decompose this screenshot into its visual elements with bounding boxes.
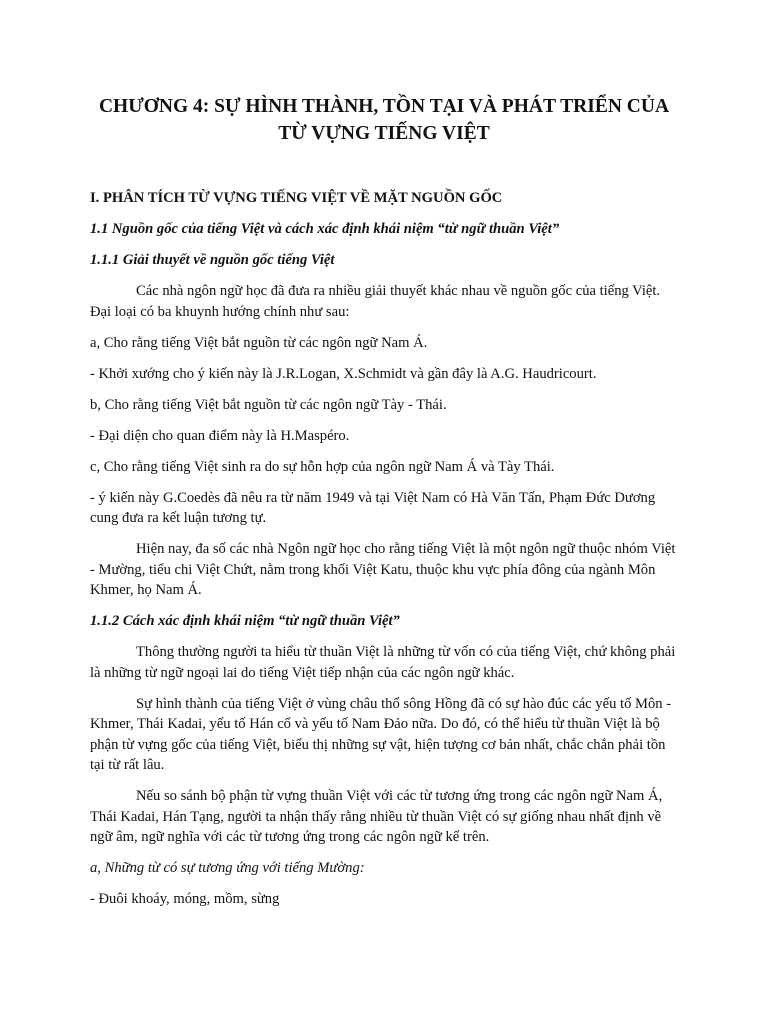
chapter-title-line-1: CHƯƠNG 4: SỰ HÌNH THÀNH, TỒN TẠI VÀ PHÁT TRIỂN CỦA xyxy=(98,96,670,117)
paragraph-hypotheses-intro: Các nhà ngôn ngữ học đã đưa ra nhiều giải thuyết khác nhau về nguồn gốc của tiếng Việt. Đại loại có ba khuynh hướng chính như sau: xyxy=(90,283,661,320)
list-heading-muong: a, Những từ có sự tương ứng với tiếng Mường: xyxy=(90,860,365,876)
paragraph-formation: Sự hình thành của tiếng Việt ở vùng châu thổ sông Hồng đã có sự hào đúc các yếu tố Môn - Khmer, Thái Kadai, yếu tố Hán cổ và yếu tố Nam Đảo nữa. Do đó, có thể hiểu từ thuần Việt là bộ phận từ vựng gốc của tiếng Việt, biểu thị những sự vật, hiện tượng cơ bản nhất, chắc chắn phải tồn tại từ rất lâu. xyxy=(90,695,672,773)
list-item-hypothesis-c-note: - ý kiến này G.Coedès đã nêu ra từ năm 1949 và tại Việt Nam có Hà Văn Tấn, Phạm Đức Dương cung đưa ra kết luận tương tự. xyxy=(90,489,656,526)
list-item-hypothesis-b-note: - Đại diện cho quan điểm này là H.Maspéro. xyxy=(90,427,350,444)
document-body xyxy=(90,188,678,920)
paragraph-comparison: Nếu so sánh bộ phận từ vựng thuần Việt với các từ tương ứng trong các ngôn ngữ Nam Á, Thái Kadai, Hán Tạng, người ta nhận thấy rằng nhiều từ thuần Việt có sự giống nhau nhất định về ngữ âm, ngữ nghĩa với các từ tương ứng trong các ngôn ngữ kể trên. xyxy=(90,788,663,845)
subsection-heading-1-1-2: 1.1.2 Cách xác định khái niệm “từ ngữ thuần Việt” xyxy=(90,613,400,629)
chapter-title-line-2: TỪ VỰNG TIẾNG VIỆT xyxy=(278,123,490,144)
list-item-hypothesis-a-note: - Khởi xướng cho ý kiến này là J.R.Logan, X.Schmidt và gần đây là A.G. Haudricourt. xyxy=(90,365,597,382)
chapter-title xyxy=(90,93,678,147)
paragraph-definition: Thông thường người ta hiểu từ thuần Việt là những từ vốn có của tiếng Việt, chứ không phải là những từ ngữ ngoại lai do tiếng Việt tiếp nhận của các ngôn ngữ khác. xyxy=(90,644,676,681)
list-item-hypothesis-a: a, Cho rằng tiếng Việt bắt nguồn từ các ngôn ngữ Nam Á. xyxy=(90,334,428,351)
section-heading-1: I. PHÂN TÍCH TỪ VỰNG TIẾNG VIỆT VỀ MẶT NGUỒN GỐC xyxy=(90,190,503,206)
subsection-heading-1-1-1: 1.1.1 Giải thuyết về nguồn gốc tiếng Việt xyxy=(90,252,335,268)
list-item-hypothesis-b: b, Cho rằng tiếng Việt bắt nguồn từ các ngôn ngữ Tày - Thái. xyxy=(90,396,447,413)
paragraph-current-consensus: Hiện nay, đa số các nhà Ngôn ngữ học cho rằng tiếng Việt là một ngôn ngữ thuộc nhóm Việt - Mường, tiểu chi Việt Chứt, nằm trong khối Việt Katu, thuộc khu vực phía đông của ngành Môn Khmer, họ Nam Á. xyxy=(90,541,676,598)
list-item-muong-words: - Đuôi khoáy, móng, mồm, sừng xyxy=(90,891,280,907)
subsection-heading-1-1: 1.1 Nguồn gốc của tiếng Việt và cách xác định khái niệm “từ ngữ thuần Việt” xyxy=(90,221,560,237)
list-item-hypothesis-c: c, Cho rằng tiếng Việt sinh ra do sự hỗn hợp của ngôn ngữ Nam Á và Tày Thái. xyxy=(90,458,555,475)
